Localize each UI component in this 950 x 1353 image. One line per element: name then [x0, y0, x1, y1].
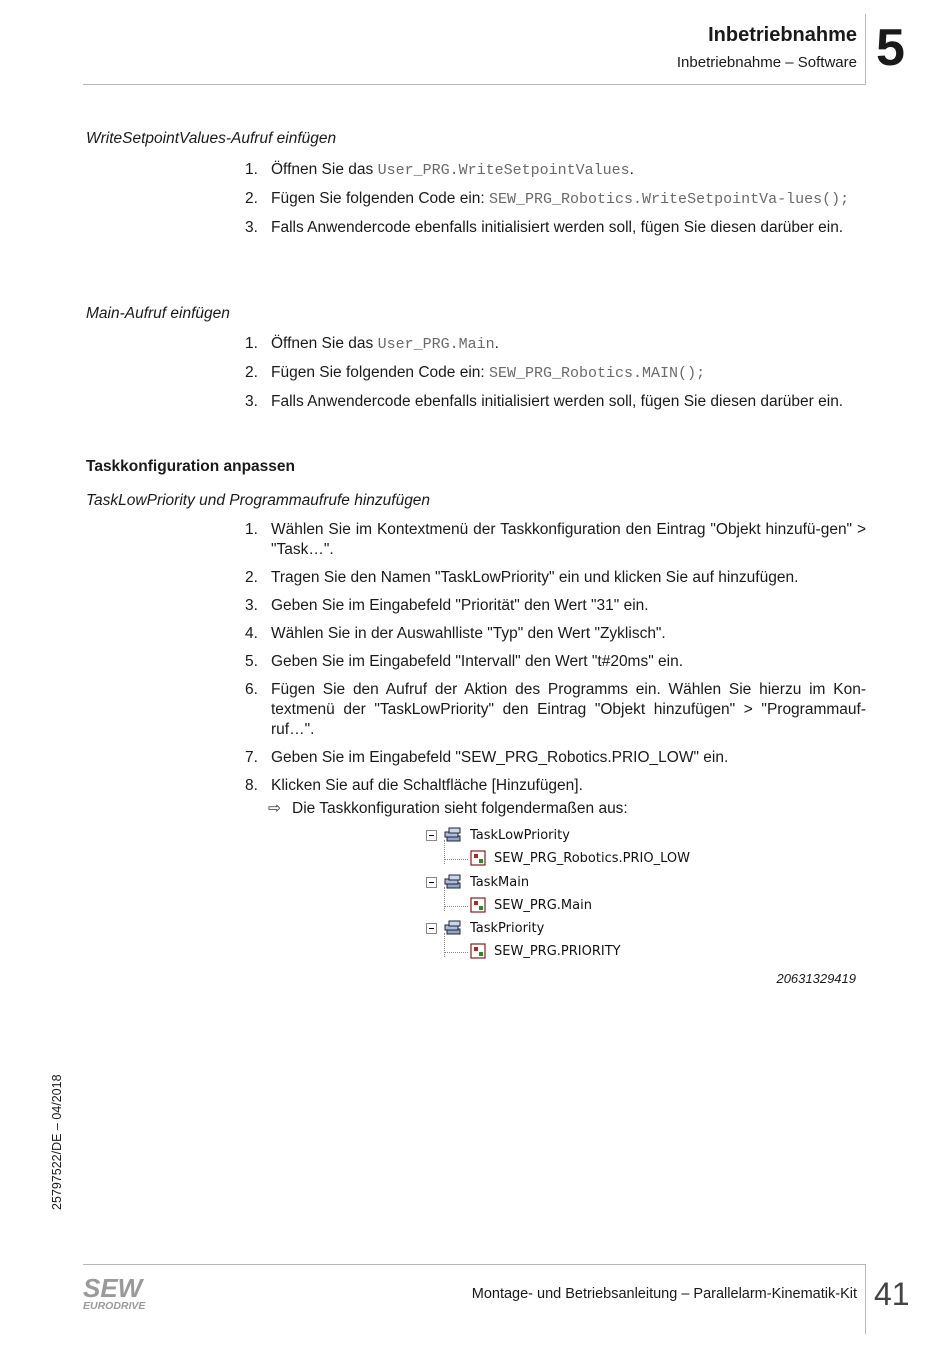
collapse-toggle[interactable] — [426, 830, 437, 841]
collapse-toggle[interactable] — [426, 877, 437, 888]
tree-task-item[interactable]: TaskPriority — [470, 921, 545, 936]
header-vertical-rule — [865, 14, 866, 85]
task-tree — [424, 826, 724, 966]
svg-text:SEW: SEW — [83, 1275, 143, 1303]
list-item: 2. Fügen Sie folgenden Code ein: SEW_PRG_Robotics.MAIN(); — [245, 364, 706, 382]
section2-heading: Main-Aufruf einfügen — [86, 305, 230, 322]
list-item: 2. Tragen Sie den Namen "TaskLowPriority" ein und klicken Sie auf hinzufügen. — [245, 569, 799, 586]
list-item: 3. Geben Sie im Eingabefeld "Priorität" den Wert "31" ein. — [245, 597, 649, 614]
chapter-number: 5 — [876, 19, 905, 77]
program-icon — [470, 943, 487, 960]
tree-task-item[interactable]: TaskMain — [470, 875, 530, 890]
list-item: 5. Geben Sie im Eingabefeld "Intervall" den Wert "t#20ms" ein. — [245, 653, 684, 670]
footer-vertical-rule — [865, 1264, 866, 1334]
list-item: 2. Fügen Sie folgenden Code ein: SEW_PRG_Robotics.WriteSetpointVa-lues(); — [245, 190, 850, 208]
list-item: 6. Fügen Sie den Aufruf der Aktion des Programms ein. Wählen Sie hierzu im Kon-textmenü der "TaskLowPriority" den Eintrag "Objekt hinzufügen" > "Programmauf-ruf…". — [245, 681, 866, 738]
footer-rule — [83, 1264, 866, 1265]
tree-program-item[interactable]: SEW_PRG_Robotics.PRIO_LOW — [494, 851, 690, 866]
result-arrow-icon: ⇨ — [268, 800, 281, 817]
list-item: 4. Wählen Sie in der Auswahlliste "Typ" den Wert "Zyklisch". — [245, 625, 666, 642]
footer-text: Montage- und Betriebsanleitung – Parallelarm-Kinematik-Kit — [471, 1286, 857, 1302]
task-icon — [444, 874, 464, 892]
list-item: 1. Öffnen Sie das User_PRG.WriteSetpointValues. — [245, 161, 634, 179]
list-item: 1. Wählen Sie im Kontextmenü der Taskkonfiguration den Eintrag "Objekt hinzufü-gen" > "Task…". — [245, 521, 866, 558]
section3-subheading: TaskLowPriority und Programmaufrufe hinzufügen — [86, 492, 431, 509]
list-item: 8. Klicken Sie auf die Schaltfläche [Hinzufügen]. — [245, 777, 583, 794]
section-title: Inbetriebnahme – Software — [676, 54, 857, 71]
collapse-toggle[interactable] — [426, 923, 437, 934]
tree-program-item[interactable]: SEW_PRG.Main — [494, 898, 592, 913]
chapter-title: Inbetriebnahme — [708, 24, 857, 46]
section3-heading: Taskkonfiguration anpassen — [86, 458, 296, 475]
svg-text:EURODRIVE: EURODRIVE — [83, 1300, 146, 1312]
program-icon — [470, 897, 487, 914]
list-item: 3. Falls Anwendercode ebenfalls initialisiert werden soll, fügen Sie diesen darüber ein. — [245, 393, 844, 410]
section2-steps — [245, 334, 866, 420]
program-icon — [470, 850, 487, 867]
list-item: 1. Öffnen Sie das User_PRG.Main. — [245, 335, 499, 353]
list-item: 7. Geben Sie im Eingabefeld "SEW_PRG_Robotics.PRIO_LOW" ein. — [245, 749, 729, 766]
result-text: Die Taskkonfiguration sieht folgendermaßen aus: — [292, 800, 628, 817]
list-item: 3. Falls Anwendercode ebenfalls initialisiert werden soll, fügen Sie diesen darüber ein. — [245, 219, 844, 236]
section1-steps — [245, 160, 866, 246]
sew-eurodrive-logo — [83, 1275, 155, 1313]
result-line — [268, 799, 628, 818]
section3-steps — [245, 520, 866, 804]
task-icon — [444, 920, 464, 938]
section1-heading: WriteSetpointValues-Aufruf einfügen — [86, 130, 337, 147]
figure-id: 20631329419 — [776, 971, 856, 986]
tree-program-item[interactable]: SEW_PRG.PRIORITY — [494, 944, 621, 959]
header-rule — [83, 84, 866, 85]
tree-task-item[interactable]: TaskLowPriority — [470, 828, 570, 843]
document-id: 25797522/DE – 04/2018 — [50, 1074, 64, 1210]
task-icon — [444, 827, 464, 845]
page-number: 41 — [874, 1276, 910, 1312]
